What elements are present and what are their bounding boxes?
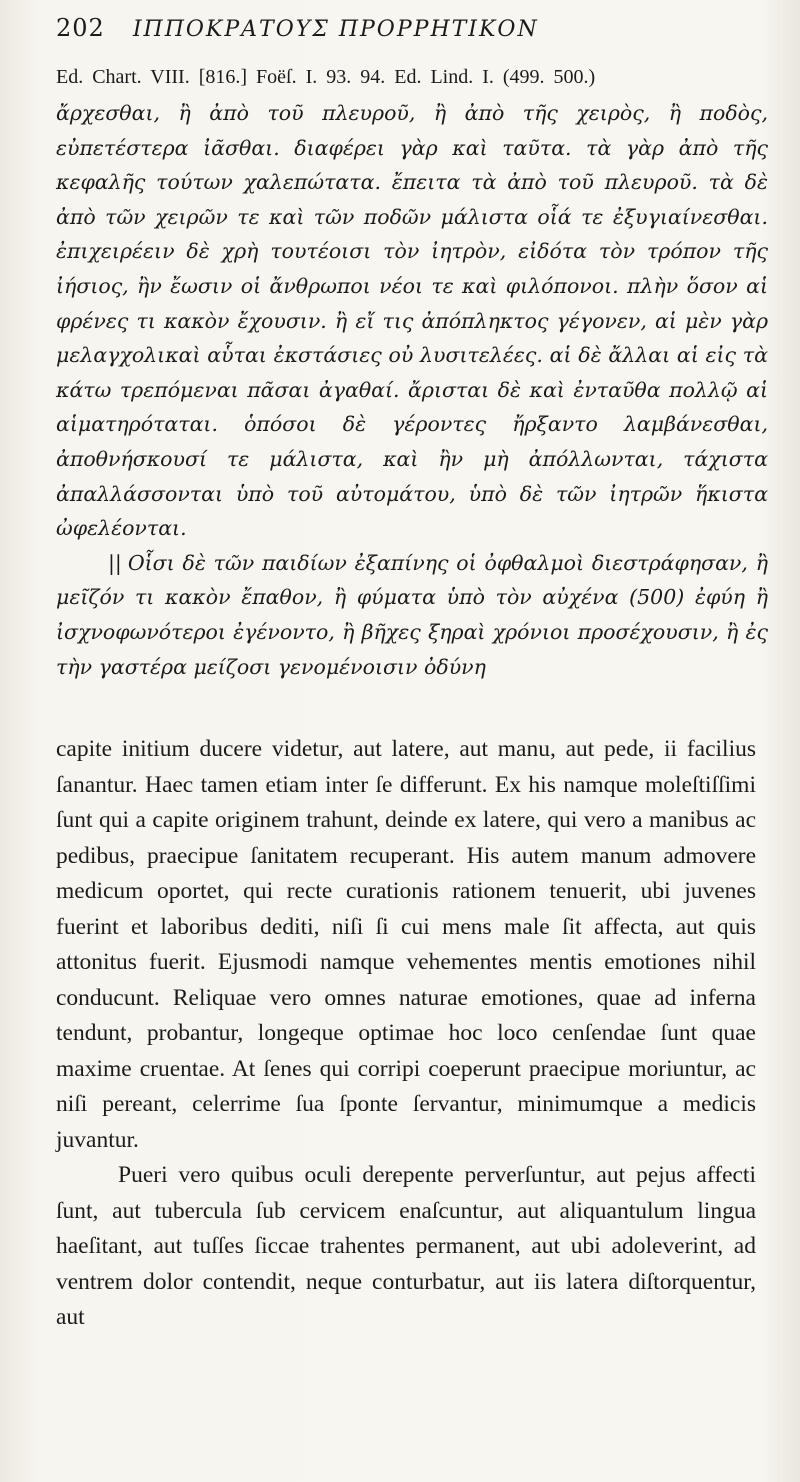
latin-text-block bbox=[56, 732, 756, 1336]
running-title: ΙΠΠΟΚΡΑΤΟΥΣ ΠΡΟΡΡΗΤΙΚΟΝ bbox=[132, 17, 539, 42]
section-marker: || bbox=[108, 550, 122, 575]
greek-text-block bbox=[56, 96, 768, 684]
page-number: 202 bbox=[56, 14, 105, 42]
page-header bbox=[56, 14, 756, 60]
greek-paragraph-2 bbox=[56, 546, 768, 684]
latin-paragraph-1: capite initium ducere videtur, aut latere, aut manu, aut pede, ii facilius ſanantur. Haec tamen etiam inter ſe differunt. Ex his namque moleſtiſſimi ſunt qui a capite originem trahunt, deinde ex latere, qui vero a manibus ac pedibus, praecipue ſanitatem recuperant. His autem manum admovere medicum oportet, qui recte curationis rationem tenuerit, ubi juvenes fuerint et laboribus dediti, niſi ſi cui mens male ſit affecta, aut quis attonitus fuerit. Ejusmodi namque vehementes mentis emotiones nihil conducunt. Reliquae vero omnes naturae emotiones, quae ad inferna tendunt, probantur, longeque optimae hoc loco cenſendae ſunt quae maxime cruentae. At ſenes qui corripi coeperunt praecipue moriuntur, ac niſi pereant, celerrime ſua ſponte ſervantur, minimumque a medicis juvantur. bbox=[56, 736, 756, 1153]
greek-paragraph-2-text: Οἷσι δὲ τῶν παιδίων ἐξαπίνης οἱ ὀφθαλμοὶ διεστράφησαν, ἢ μεῖζόν τι κακὸν ἔπαθον, ἢ φύματα ὑπὸ τὸν αὐχένα (500) ἐφύη ἢ ἰσχνοφωνότεροι ἐγένοντο, ἢ βῆχες ξηραὶ χρόνιοι προσέχουσιν, ἢ ἐς τὴν γαστέρα μείζοσι γενομένοισιν ὀδύνη bbox=[56, 550, 768, 679]
latin-paragraph-2: Pueri vero quibus oculi derepente perverſuntur, aut pejus affecti ſunt, aut tubercula ſub cervicem enaſcuntur, aut aliquantulum lingua haeſitant, aut tuſſes ſiccae trahentes permanent, aut ubi adoleverint, ad ventrem dolor contendit, neque conturbatur, aut iis latera diſtorquentur, aut bbox=[56, 1162, 756, 1330]
greek-paragraph-1: ἄρχεσθαι, ἢ ἀπὸ τοῦ πλευροῦ, ἢ ἀπὸ τῆς χειρὸς, ἢ ποδὸς, εὐπετέστερα ἰᾶσθαι. διαφέρει γὰρ καὶ ταῦτα. τὰ γὰρ ἀπὸ τῆς κεφαλῆς τούτων χαλεπώτατα. ἔπειτα τὰ ἀπὸ τοῦ πλευροῦ. τὰ δὲ ἀπὸ τῶν χειρῶν τε καὶ τῶν ποδῶν μάλιστα οἷά τε ἐξυγιαίνεσθαι. ἐπιχειρέειν δὲ χρὴ τουτέοισι τὸν ἰητρὸν, εἰδότα τὸν τρόπον τῆς ἰήσιος, ἢν ἔωσιν οἱ ἄνθρωποι νέοι τε καὶ φιλόπονοι. πλὴν ὅσον αἱ φρένες τι κακὸν ἔχουσιν. ἢ εἴ τις ἀπόπληκτος γέγονεν, αἱ μὲν γὰρ μελαγχολικαὶ αὗται ἐκστάσιες οὐ λυσιτελέες. αἱ δὲ ἄλλαι αἱ εἰς τὰ κάτω τρεπόμεναι πᾶσαι ἀγαθαί. ἄρισται δὲ καὶ ἐνταῦθα πολλῷ αἱ αἱματηρόταται. ὁπόσοι δὲ γέροντες ἤρξαντο λαμβάνεσθαι, ἀποθνήσκουσί τε μάλιστα, καὶ ἢν μὴ ἀπόλλωνται, τάχιστα ἀπαλλάσσονται ὑπὸ τοῦ αὐτομάτου, ὑπὸ δὲ τῶν ἰητρῶν ἥκιστα ὠφελέονται. bbox=[56, 101, 768, 541]
edition-reference-line: Ed. Chart. VIII. [816.] Foëſ. I. 93. 94. Ed. Lind. I. (499. 500.) bbox=[56, 66, 596, 88]
